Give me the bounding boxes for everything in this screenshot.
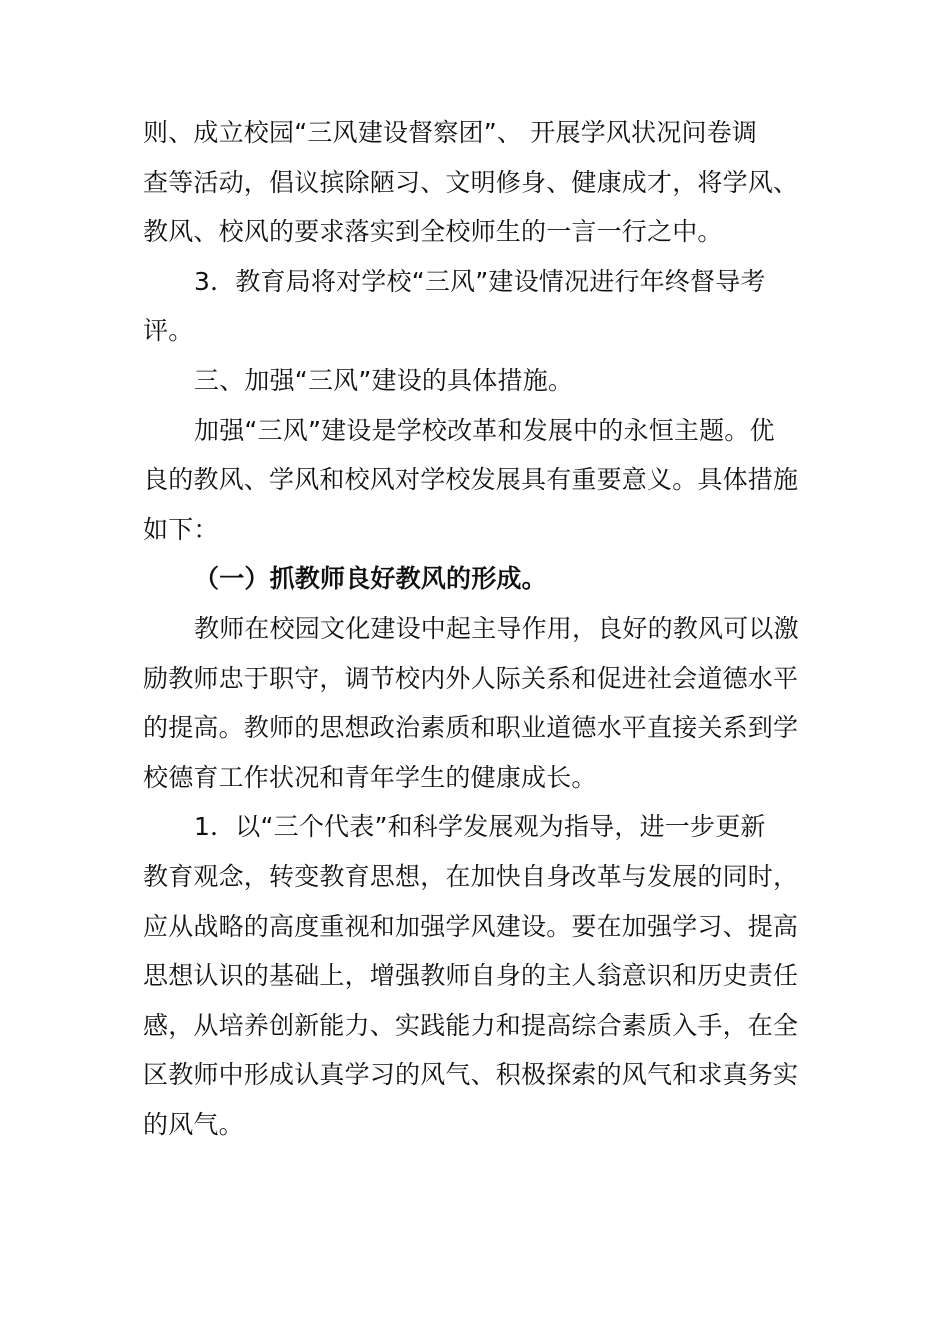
- text-line: 如下：: [143, 514, 219, 544]
- text-line: 感，从培养创新能力、实践能力和提高综合素质入手，在全: [143, 1010, 799, 1040]
- section-heading: 三、加强“三风”建设的具体措施。: [194, 365, 574, 395]
- document-body: [143, 108, 813, 1149]
- text-line: 的风气。: [143, 1109, 244, 1139]
- subsection-heading: （一）抓教师良好教风的形成。: [194, 564, 547, 594]
- text-line: 教育观念，转变教育思想，在加快自身改革与发展的同时，: [143, 861, 799, 891]
- text-line: 应从战略的高度重视和加强学风建设。要在加强学习、提高: [143, 911, 799, 941]
- text-line: 教风、校风的要求落实到全校师生的一言一行之中。: [143, 217, 723, 247]
- text-line: 教师在校园文化建设中起主导作用，良好的教风可以激: [194, 613, 799, 643]
- text-line: 良的教风、学风和校风对学校发展具有重要意义。具体措施: [143, 465, 799, 495]
- text-line: 校德育工作状况和青年学生的健康成长。: [143, 762, 597, 792]
- text-line: 查等活动，倡议摈除陋习、文明修身、健康成才，将学风、: [143, 167, 799, 197]
- text-line: 思想认识的基础上，增强教师自身的主人翁意识和历史责任: [143, 961, 799, 991]
- text-line: 的提高。教师的思想政治素质和职业道德水平直接关系到学: [143, 713, 799, 743]
- text-line: 励教师忠于职守，调节校内外人际关系和促进社会道德水平: [143, 663, 799, 693]
- text-line: 区教师中形成认真学习的风气、积极探索的风气和求真务实: [143, 1060, 799, 1090]
- text-line: 1．以“三个代表”和科学发展观为指导，进一步更新: [194, 812, 766, 842]
- text-line: 评。: [143, 316, 194, 346]
- text-line: 3．教育局将对学校“三风”建设情况进行年终督导考: [194, 266, 766, 296]
- text-line: 则、成立校园“三风建设督察团”、 开展学风状况问卷调: [143, 118, 758, 147]
- text-line: 加强“三风”建设是学校改革和发展中的永恒主题。优: [194, 415, 775, 445]
